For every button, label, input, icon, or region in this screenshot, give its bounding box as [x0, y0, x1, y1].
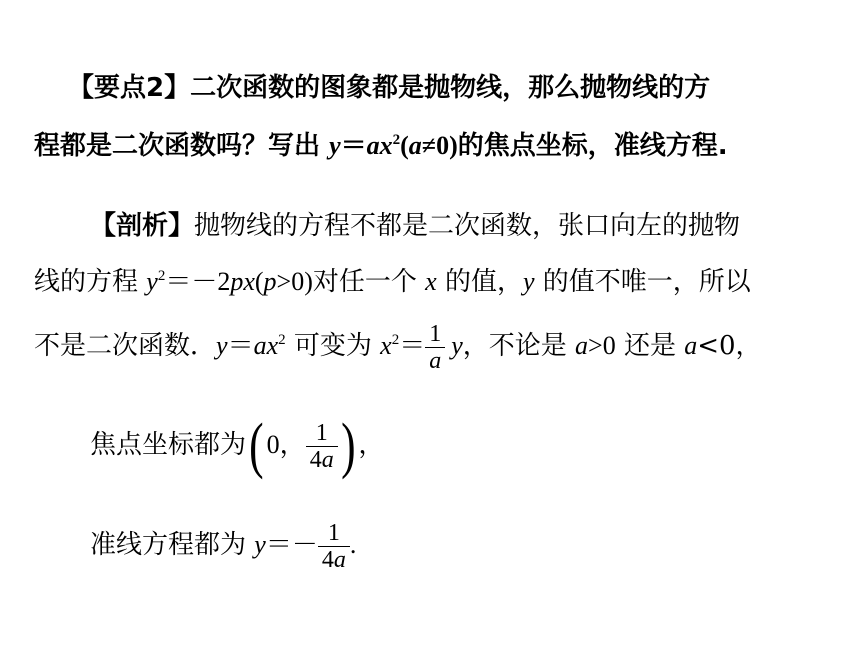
fraction-one-over-4a	[318, 520, 350, 573]
gt-zero: >0)	[276, 267, 313, 296]
exponent-2: 2	[392, 132, 401, 148]
fraction-denominator: a	[425, 347, 445, 374]
equals-sign: ＝	[227, 331, 254, 360]
var-x: x	[380, 331, 392, 360]
period: .	[349, 530, 357, 559]
analysis-text-1: 抛物线的方程不都是二次函数，张口向左的抛物	[194, 211, 741, 241]
var-px: px	[230, 267, 255, 296]
equals-sign: ＝	[340, 131, 367, 160]
var-x: x	[425, 267, 437, 296]
key-point-tag: 【要点2】	[68, 73, 191, 103]
fraction-numerator: 1	[315, 419, 328, 446]
neq-zero: ≠0)	[421, 131, 458, 160]
analysis-text-2c: 的值，	[436, 267, 523, 297]
analysis-text-3b: 可变为	[285, 331, 381, 361]
paren-open: (	[254, 267, 264, 296]
key-point-text-2b: 的焦点坐标，准线方程.	[457, 131, 728, 161]
analysis-tag: 【剖析】	[90, 211, 195, 241]
var-ax: ax	[253, 331, 279, 360]
analysis-line-3	[34, 316, 762, 376]
fraction-numerator: 1	[429, 320, 442, 347]
equals-neg-2: ＝－2	[165, 267, 231, 296]
fraction-one-over-a	[425, 321, 445, 374]
focus-zero: 0，	[266, 430, 306, 459]
var-y: y	[329, 131, 341, 160]
var-y: y	[522, 267, 535, 296]
analysis-text-2d: 的值不唯一，所以	[534, 267, 751, 297]
key-point-text-1: 二次函数的图象都是抛物线，那么抛物线的方	[190, 73, 711, 103]
equals-neg: ＝－	[265, 530, 318, 559]
lt-zero: <0，	[697, 331, 762, 361]
fraction-denominator	[306, 446, 338, 473]
exponent-2: 2	[391, 332, 400, 348]
var-ax: ax	[366, 131, 393, 160]
bracket-right: )	[340, 412, 356, 480]
var-y: y	[451, 331, 463, 360]
directrix-label: 准线方程都为	[90, 530, 255, 560]
analysis-text-3d: 还是	[615, 331, 685, 361]
fraction-denominator	[318, 546, 350, 573]
var-a: a	[575, 331, 589, 360]
den-a: a	[333, 546, 346, 573]
fraction-numerator: 1	[327, 519, 340, 546]
key-point-line-2	[34, 126, 728, 166]
key-point-text-2a: 程都是二次函数吗？写出	[34, 131, 330, 161]
var-a: a	[408, 131, 422, 160]
directrix-line	[90, 512, 356, 578]
var-y: y	[216, 331, 228, 360]
gt-zero: >0	[588, 331, 616, 360]
var-a: a	[684, 331, 698, 360]
analysis-text-2a: 线的方程	[34, 267, 147, 297]
focus-tail: ，	[358, 430, 385, 460]
analysis-line-2	[34, 262, 751, 302]
var-p: p	[263, 267, 277, 296]
analysis-line-1	[90, 206, 740, 246]
analysis-text-2b: 对任一个	[312, 267, 426, 297]
focus-label: 焦点坐标都为	[90, 430, 247, 460]
den-four: 4	[321, 546, 334, 573]
bracket-left: (	[249, 412, 264, 480]
den-four: 4	[309, 446, 322, 473]
var-y: y	[146, 267, 158, 296]
analysis-text-3c: ，不论是	[462, 331, 576, 361]
focus-line	[90, 412, 384, 478]
den-a: a	[321, 446, 334, 473]
var-y: y	[254, 530, 266, 559]
equals-sign: ＝	[399, 331, 426, 360]
key-point-line-1	[68, 68, 710, 108]
exponent-2: 2	[278, 332, 286, 348]
paren-open: (	[400, 131, 409, 160]
fraction-one-over-4a	[306, 420, 338, 473]
analysis-text-3a: 不是二次函数．	[34, 331, 217, 361]
exponent-2: 2	[157, 268, 166, 284]
